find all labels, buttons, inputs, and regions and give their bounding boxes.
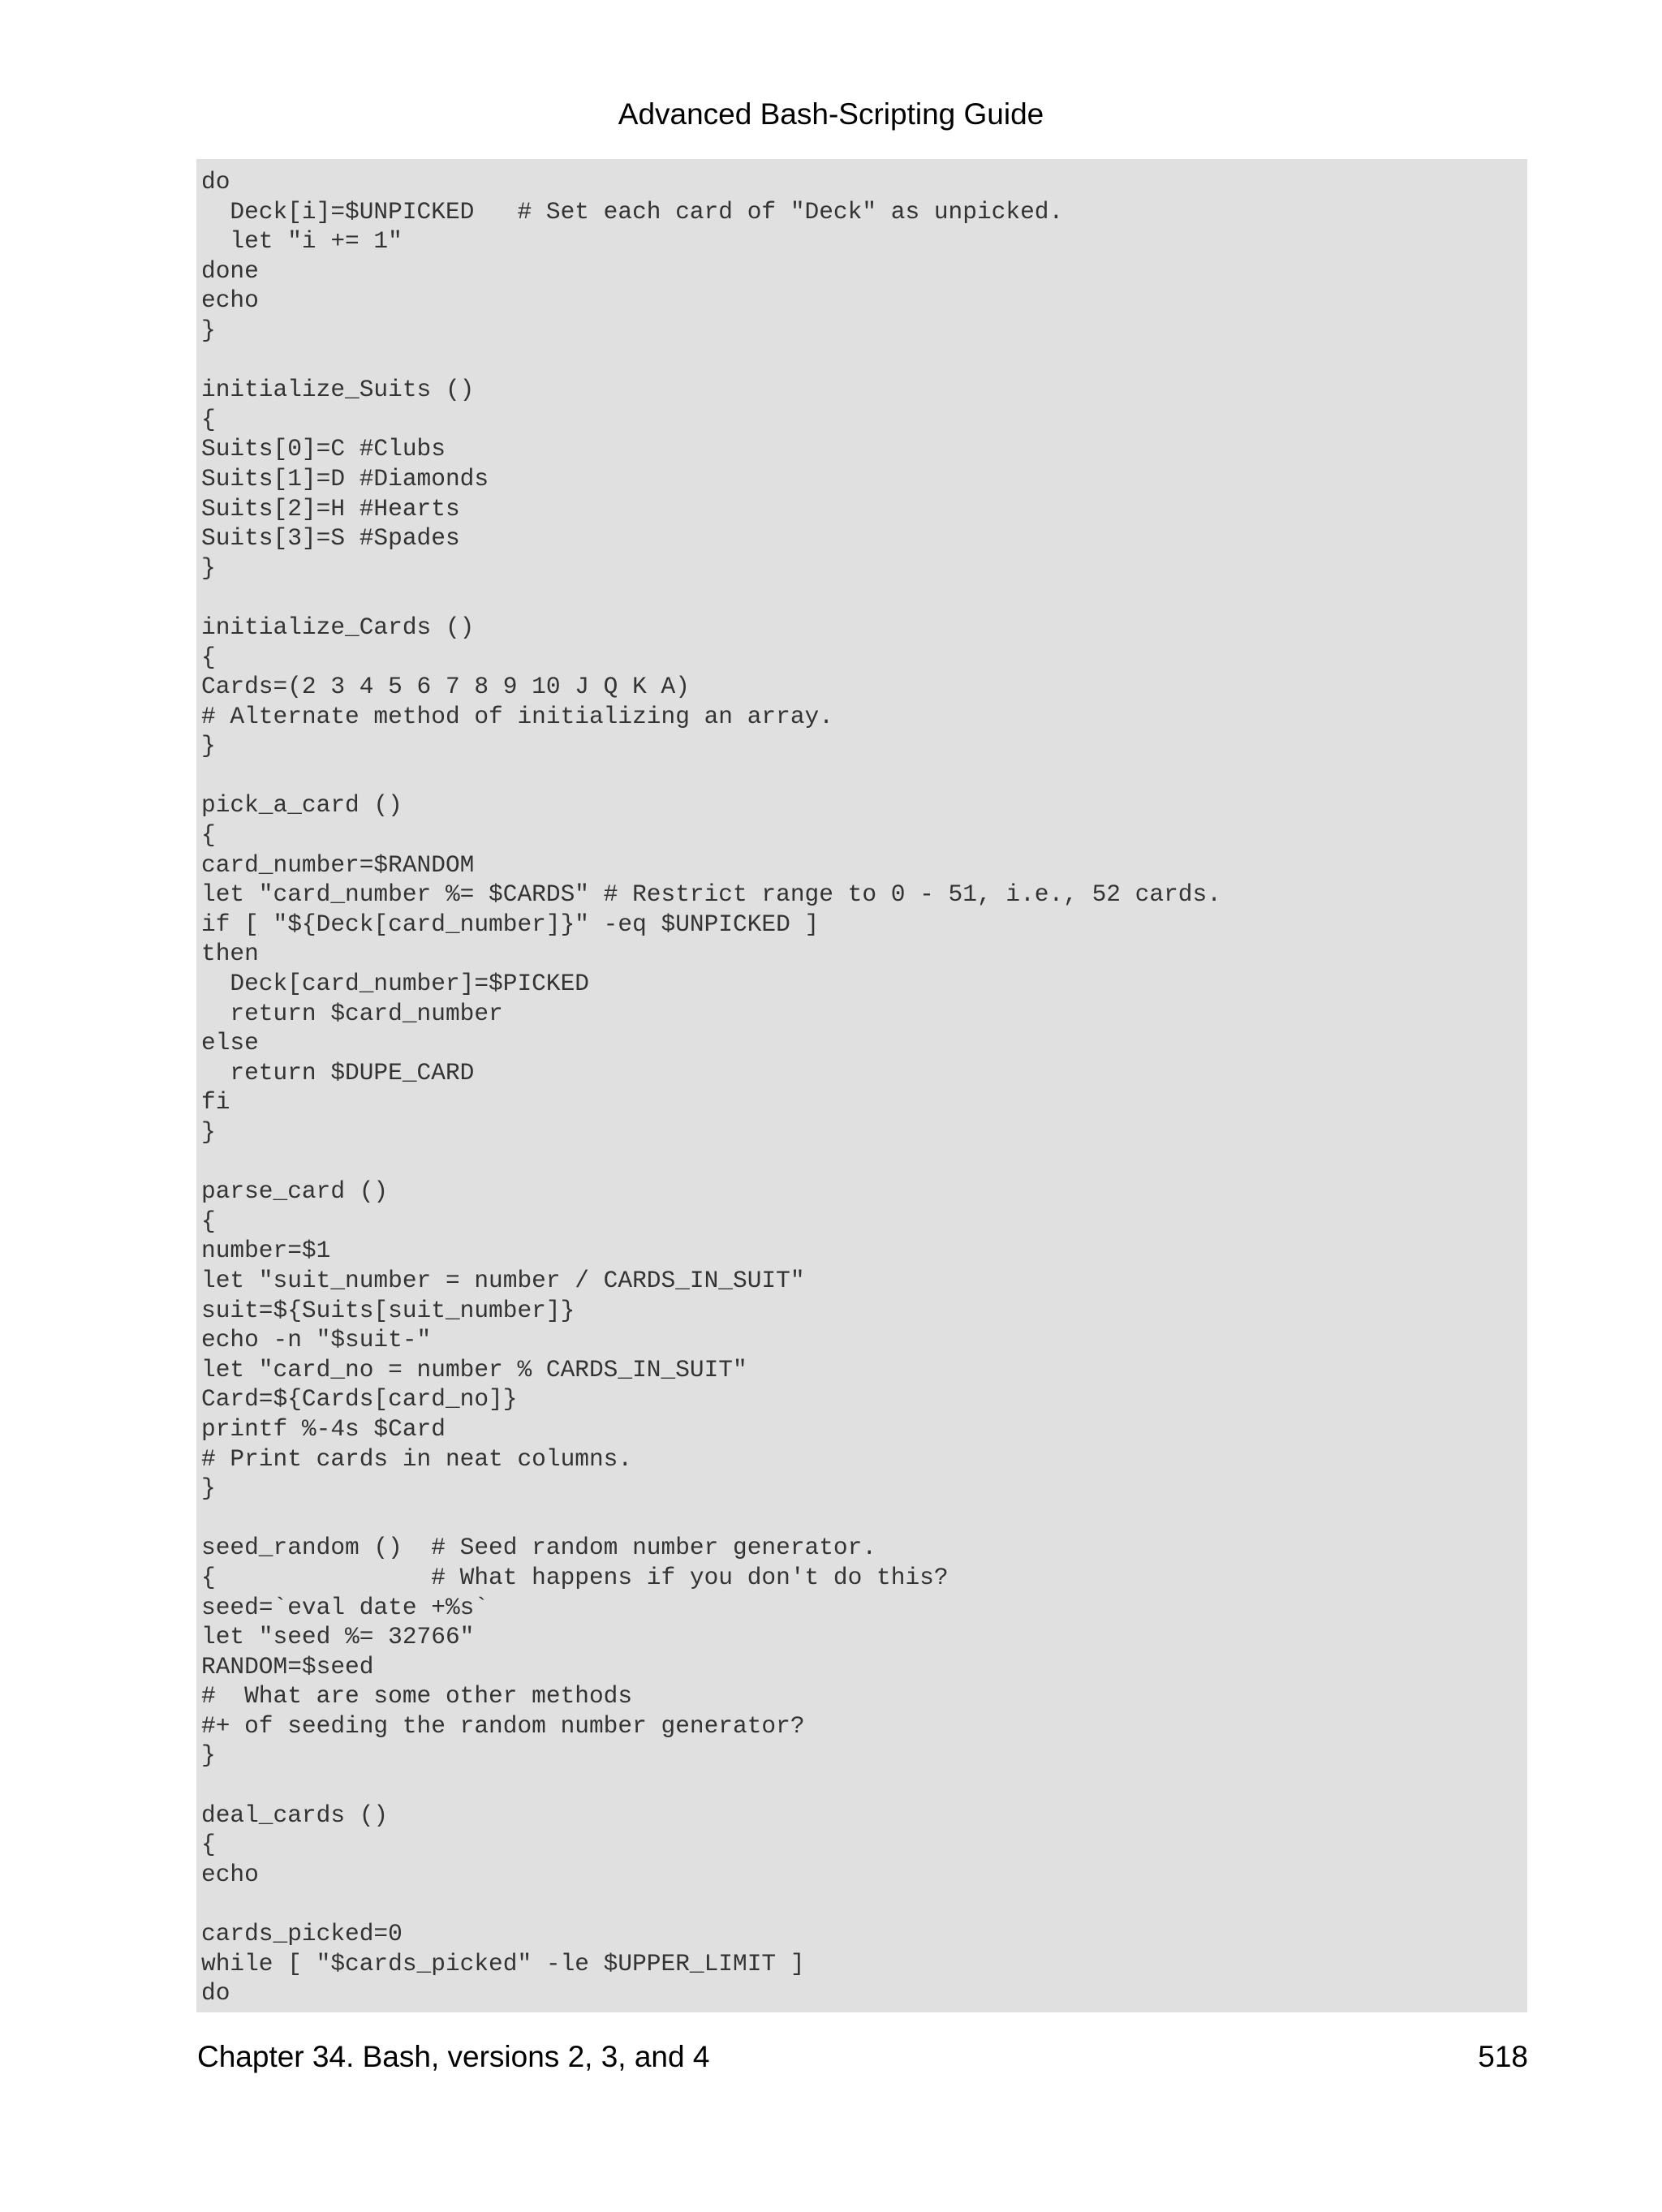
code-line: { [201,643,216,671]
code-line: # Print cards in neat columns. [201,1444,633,1473]
code-line: Deck[i]=$UNPICKED # Set each card of "Deck" as unpicked. [201,197,1064,226]
code-line: let "card_no = number % CARDS_IN_SUIT" [201,1355,747,1384]
code-line: { # What happens if you don't do this? [201,1563,949,1591]
code-line: # What are some other methods [201,1682,633,1711]
code-line: cards_picked=0 [201,1920,403,1948]
code-line: Deck[card_number]=$PICKED [201,970,589,998]
code-line: let "card_number %= $CARDS" # Restrict range to 0 - 51, i.e., 52 cards. [201,880,1221,909]
code-line: done [201,256,259,285]
code-line: let "i += 1" [201,227,403,256]
code-line: pick_a_card () [201,791,403,820]
code-line: number=$1 [201,1237,331,1265]
code-line: while [ "$cards_picked" -le $UPPER_LIMIT ] [201,1949,805,1977]
code-line: seed_random () # Seed random number generator. [201,1534,877,1562]
code-line: } [201,316,216,344]
code-line: fi [201,1088,230,1117]
code-line: do [201,1979,230,2008]
code-line [201,761,1527,791]
code-line: return $card_number [201,999,503,1027]
footer-chapter-title: Chapter 34. Bash, versions 2, 3, and 4 [197,2040,710,2073]
code-line: initialize_Suits () [201,376,475,404]
code-line: Suits[1]=D #Diamonds [201,464,489,493]
code-line: let "suit_number = number / CARDS_IN_SUIT" [201,1266,805,1294]
code-line: } [201,1118,216,1146]
code-line: suit=${Suits[suit_number]} [201,1296,575,1324]
code-line: else [201,1029,259,1057]
code-line: return $DUPE_CARD [201,1058,475,1087]
code-line: initialize_Cards () [201,613,475,641]
code-line: { [201,821,216,850]
code-line [201,1147,1527,1177]
code-listing [196,159,1527,2012]
page-footer [197,2042,1528,2072]
code-line: Suits[0]=C #Clubs [201,435,446,463]
code-line: echo [201,286,259,315]
code-line: #+ of seeding the random number generator? [201,1711,805,1740]
code-line: if [ "${Deck[card_number]}" -eq $UNPICKED ] [201,910,820,938]
code-line [201,1504,1527,1534]
code-line: printf %-4s $Card [201,1414,446,1443]
code-line: { [201,1831,216,1859]
code-line: } [201,1474,216,1503]
code-line: } [201,732,216,760]
code-line: card_number=$RANDOM [201,850,475,879]
code-line: Cards=(2 3 4 5 6 7 8 9 10 J Q K A) [201,673,690,701]
code-line [201,1771,1527,1801]
code-line: then [201,940,259,968]
footer-page-number: 518 [1478,2040,1528,2073]
code-line: echo [201,1860,259,1888]
code-line: # Alternate method of initializing an array. [201,702,833,730]
code-line: } [201,553,216,582]
code-line: echo -n "$suit-" [201,1326,432,1354]
code-line: do [201,168,230,196]
code-line: Suits[3]=S #Spades [201,524,460,553]
code-line: { [201,1207,216,1235]
code-line: let "seed %= 32766" [201,1623,475,1651]
code-line [201,346,1527,376]
code-line: deal_cards () [201,1801,389,1829]
code-line: } [201,1741,216,1770]
code-line [201,1889,1527,1919]
code-line: Suits[2]=H #Hearts [201,494,460,523]
code-line: RANDOM=$seed [201,1652,374,1681]
page-header-title: Advanced Bash-Scripting Guide [618,97,1044,131]
code-line: seed=`eval date +%s` [201,1593,489,1621]
code-line: parse_card () [201,1177,389,1206]
code-line [201,583,1527,613]
code-line: Card=${Cards[card_no]} [201,1385,518,1414]
code-line: { [201,405,216,433]
